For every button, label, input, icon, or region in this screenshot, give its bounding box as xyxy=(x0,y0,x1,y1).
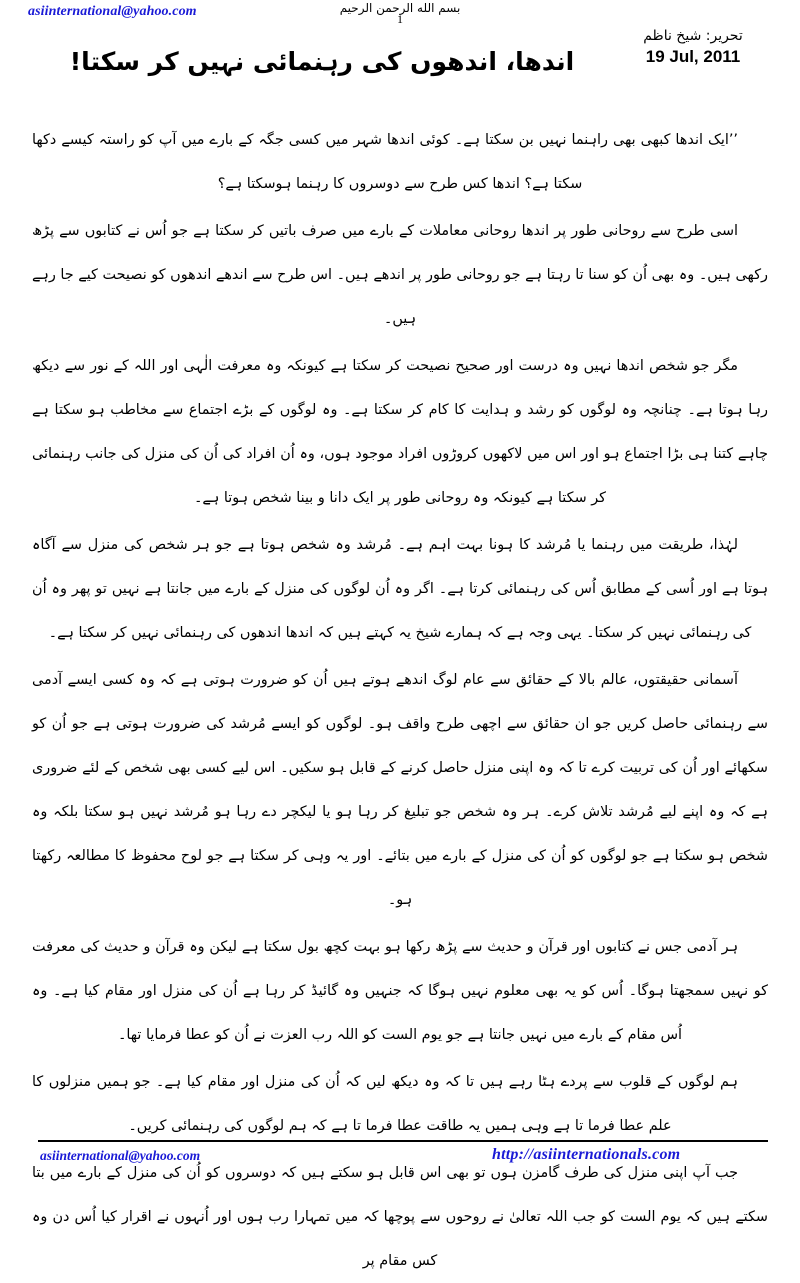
paragraph: مگر جو شخص اندھا نہیں وہ درست اور صحیح نصیحت کر سکتا ہے کیونکہ وہ معرفت الٰہی اور اللہ کے نور سے دیکھ رہا ہوتا ہے۔ چنانچہ وہ لوگوں کو رشد و ہدایت کا کام کر سکتا ہے۔ وہ لوگوں کے بڑے اجتماع سے مخاطب ہو سکتا ہے چاہے کتنا ہی بڑا اجتماع ہو اور اس میں لاکھوں کروڑوں افراد موجود ہوں، وہ اُن افراد کی اُن کی منزل کی جانب رہنمائی کر سکتا ہے کیونکہ وہ روحانی طور پر ایک دانا و بینا شخص ہوتا ہے۔ xyxy=(32,358,768,506)
page-title: اندھا، اندھوں کی رہنمائی نہیں کر سکتا! xyxy=(69,47,575,76)
paragraph: جب آپ اپنی منزل کی طرف گامزن ہوں تو بھی اس قابل ہو سکتے ہیں کہ دوسروں کو اُن کی منزل کے بارے میں بتا سکتے ہیں کہ یوم الست کو جب اللہ تعالیٰ نے روحوں سے پوچھا کہ میں تمہارا رب ہوں اور اُنہوں نے اقرار کیا اُس دن وہ کس مقام پر xyxy=(32,1165,768,1269)
footer-website-url[interactable]: http://asiinternationals.com xyxy=(492,1146,681,1163)
bismillah-text: بسم الله الرحمن الرحيم xyxy=(339,1,461,15)
page-number: 1 xyxy=(397,11,403,26)
paragraph: ہم لوگوں کے قلوب سے پردے ہٹا رہے ہیں تا کہ وہ دیکھ لیں کہ اُن کی منزل اور مقام کیا ہے۔ جو ہمیں منزلوں کا علم عطا فرما تا ہے وہی ہمیں یہ طاقت عطا فرما تا ہے کہ ہم لوگوں کی رہنمائی کریں۔ xyxy=(32,1074,738,1134)
paragraph: ہر آدمی جس نے کتابوں اور قرآن و حدیث سے پڑھ رکھا ہو بہت کچھ بول سکتا ہے لیکن وہ قرآن و حدیث کی معرفت کو نہیں سمجھتا ہوگا۔ اُس کو یہ بھی معلوم نہیں ہوگا کہ جنہیں وہ گائیڈ کر رہا ہے اُن کی منزل اور مقام کیا ہے۔ وہ اُس مقام کے بارے میں نہیں جانتا ہے جو یوم الست کو اللہ رب العزت نے اُن کو عطا فرمایا تھا۔ xyxy=(32,939,768,1043)
paragraph: لہٰذا، طریقت میں رہنما یا مُرشد کا ہونا بہت اہم ہے۔ مُرشد وہ شخص ہوتا ہے جو ہر شخص کی منزل سے آگاہ ہوتا ہے اور اُسی کے مطابق اُس کی رہنمائی کرتا ہے۔ اگر وہ اُن لوگوں کی منزل کے بارے میں جانتا ہے نہیں تو پھر وہ اُن کی رہنمائی نہیں کر سکتا۔ یہی وجہ ہے کہ ہمارے شیخ یہ کہتے ہیں کہ اندھا اندھوں کی رہنمائی نہیں کر سکتا ہے۔ xyxy=(32,537,768,641)
publication-date: 19 Jul, 2011 xyxy=(645,46,741,66)
page-footer xyxy=(0,1140,800,1180)
author-label: تحریر: شیخ ناظم xyxy=(643,28,743,44)
bismillah-block xyxy=(0,2,800,25)
page-header xyxy=(0,0,800,108)
footer-divider xyxy=(38,1140,768,1142)
byline-block xyxy=(618,28,768,67)
footer-email-address[interactable]: asiinternational@yahoo.com xyxy=(40,1148,201,1163)
paragraph: اسی طرح سے روحانی طور پر اندھا روحانی معاملات کے بارے میں صرف باتیں کر سکتا ہے جو اُس نے کتابوں سے پڑھ رکھی ہیں۔ وہ بھی اُن کو سنا تا رہتا ہے جو روحانی طور پر اندھے ہیں۔ اس طرح سے اندھے اندھوں کو نصیحت کیے جا رہے ہیں۔ xyxy=(32,223,768,327)
header-email-address[interactable]: asiinternational@yahoo.com xyxy=(28,4,197,19)
paragraph: ’’ایک اندھا کبھی بھی راہنما نہیں بن سکتا ہے۔ کوئی اندھا شہر میں کسی جگہ کے بارے میں آپ کو راستہ کیسے دکھا سکتا ہے؟ اندھا کس طرح سے دوسروں کا رہنما ہوسکتا ہے؟ xyxy=(32,132,738,192)
paragraph: آسمانی حقیقتوں، عالم بالا کے حقائق سے عام لوگ اندھے ہوتے ہیں اُن کو ضرورت ہوتی ہے کہ وہ کسی ایسے آدمی سے رہنمائی حاصل کریں جو ان حقائق سے اچھی طرح واقف ہو۔ لوگوں کو ایسے مُرشد کی ضرورت ہوتی ہے جو اُن کو سکھائے اور اُن کی تربیت کرے تا کہ وہ اپنی منزل حاصل کرنے کے قابل ہو سکیں۔ اس لیے کسی بھی شخص کے لئے ضروری ہے کہ وہ اپنے لیے مُرشد تلاش کرے۔ ہر وہ شخص جو تبلیغ کر رہا ہو یا لیکچر دے رہا ہو مُرشد نہیں ہو سکتا بلکہ وہ شخص ہو سکتا ہے جو لوگوں کو اُن کی منزل کے بارے میں بتائے۔ اور یہ وہی کر سکتا ہے جو لوح محفوظ کا مطالعہ رکھتا ہو۔ xyxy=(32,672,768,908)
article-body xyxy=(32,118,768,1283)
